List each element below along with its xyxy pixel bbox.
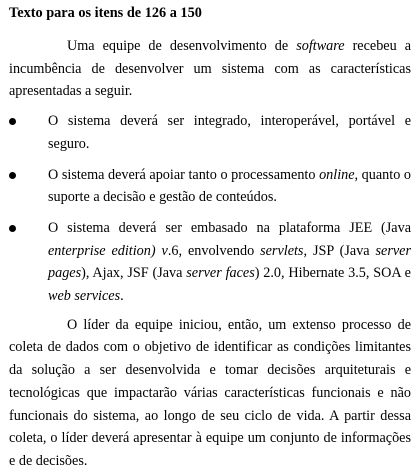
list-item-3-part-2: .6, envolvendo [167,242,261,259]
list-item-3 [9,217,411,308]
list-item-2-text [48,167,411,206]
list-item-2 [9,164,411,209]
list-item-3-part-4: ), Ajax, JSF (Java [81,265,187,282]
intro-text-2: recebeu a incumbência de desenvolver um sistema com as características apresentadas a seguir. [9,38,411,100]
list-item-3-italic-servlets: servlets [260,242,304,259]
list-item-3-part-1: O sistema deverá ser embasado na plataforma JEE (Java [48,219,411,236]
intro-paragraph [9,35,411,103]
list-item-1 [9,110,411,155]
bullet-icon [9,118,16,125]
bullet-icon [9,172,16,179]
list-item-3-italic-enterprise-edition: enterprise edition) v [48,242,168,259]
list-item-3-part-6: . [120,288,124,305]
list-item-2-italic-online: online [319,166,355,183]
list-item-3-italic-server-pages: server pages [48,242,411,282]
list-item-3-part-3: , JSP (Java [303,242,376,259]
intro-italic-software: software [296,38,345,54]
section-heading: Texto para os itens de 126 a 150 [9,5,202,21]
list-item-3-part-5: ) 2.0, Hibernate 3.5, SOA e [254,265,411,282]
list-item-3-text [48,220,411,304]
requirements-list [9,110,411,308]
list-item-2-part-1: O sistema deverá apoiar tanto o processamento [48,166,320,183]
list-item-3-italic-web-services: web services [48,288,121,305]
list-item-3-italic-server-faces: server faces [186,265,255,282]
list-item-2-part-2: , quanto o suporte a decisão e gestão de conteúdos. [48,166,411,206]
intro-text-1: Uma equipe de desenvolvimento de [67,38,297,54]
bullet-icon [9,225,16,232]
closing-paragraph: O líder da equipe iniciou, então, um extenso processo de coleta de dados com o objetivo de identificar as condições limitantes da solução a ser desenvolvida e tomar decisões arquiteturais e tecnológicas que impactarão várias características funcionais e não funcionais do sistema, ao longo de seu ciclo de vida. A partir dessa coleta, o líder deverá apresentar à equipe um conjunto de informações e de decisões. [9,316,411,469]
list-item-1-text: O sistema deverá ser integrado, interoperável, portável e seguro. [48,113,411,152]
